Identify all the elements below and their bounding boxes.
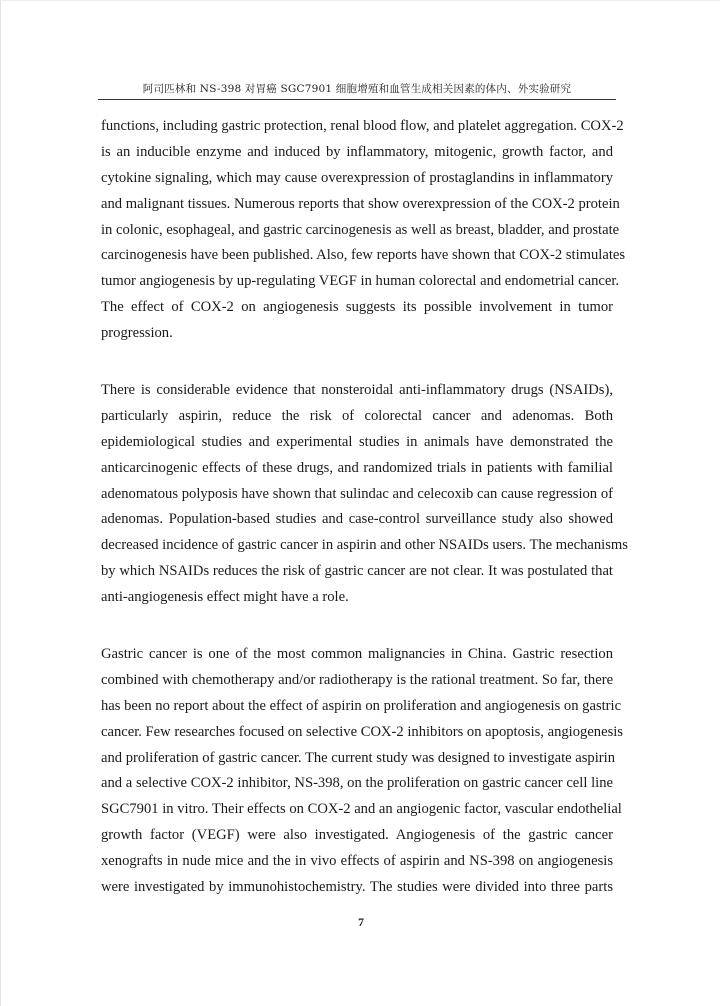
paragraph-2: [101, 378, 628, 611]
text-line: functions, including gastric protection, renal blood flow, and platelet aggregation. COX-2: [101, 118, 624, 134]
text-line: Gastric cancer is one of the most common malignancies in China. Gastric resection: [101, 646, 613, 663]
paragraph-gap: [101, 347, 613, 378]
text-line: tumor angiogenesis by up-regulating VEGF in human colorectal and endometrial cancer.: [101, 273, 620, 290]
text-line: in colonic, esophageal, and gastric carcinogenesis as well as breast, bladder, and prostate: [101, 221, 620, 238]
text-line: and a selective COX-2 inhibitor, NS-398, on the proliferation on gastric cancer cell line: [101, 775, 613, 792]
text-line: adenomas. Population-based studies and case-control surveillance study also showed: [101, 511, 613, 528]
text-line: and malignant tissues. Numerous reports that show overexpression of the COX-2 protein: [101, 195, 620, 212]
paragraph-gap: [101, 611, 613, 642]
text-line: is an inducible enzyme and induced by inflammatory, mitogenic, growth factor, and: [101, 143, 613, 160]
text-line: adenomatous polyposis have shown that sulindac and celecoxib can cause regression of: [101, 485, 613, 502]
text-line: epidemiological studies and experimental studies in animals have demonstrated the: [101, 433, 613, 450]
text-line: cytokine signaling, which may cause overexpression of prostaglandins in inflammatory: [101, 169, 613, 186]
text-line: There is considerable evidence that nonsteroidal anti-inflammatory drugs (NSAIDs),: [101, 382, 613, 399]
page-number: 7: [358, 915, 364, 929]
text-line: SGC7901 in vitro. Their effects on COX-2 and an angiogenic factor, vascular endothelial: [101, 801, 622, 818]
text-line: and proliferation of gastric cancer. The current study was designed to investigate aspirin: [101, 749, 615, 766]
text-line: has been no report about the effect of aspirin on proliferation and angiogenesis on gastric: [101, 697, 622, 714]
text-line: anti-angiogenesis effect might have a role.: [101, 589, 349, 606]
body-text: [101, 114, 628, 901]
text-line: particularly aspirin, reduce the risk of colorectal cancer and adenomas. Both: [101, 407, 613, 424]
header-rule: [98, 99, 616, 100]
paragraph-1: [101, 114, 626, 347]
paragraph-3: [101, 642, 623, 901]
text-line: progression.: [101, 325, 173, 342]
text-line: by which NSAIDs reduces the risk of gastric cancer are not clear. It was postulated that: [101, 563, 613, 580]
text-line: carcinogenesis have been published. Also, few reports have shown that COX-2 stimulates: [101, 247, 626, 264]
running-header: 阿司匹林和 NS-398 对胃癌 SGC7901 细胞增殖和血管生成相关因素的体内、外实验研究: [142, 83, 572, 95]
text-line: xenografts in nude mice and the in vivo effects of aspirin and NS-398 on angiogenesis: [101, 853, 613, 870]
text-line: growth factor (VEGF) were also investigated. Angiogenesis of the gastric cancer: [101, 827, 613, 844]
text-line: decreased incidence of gastric cancer in aspirin and other NSAIDs users. The mechanisms: [101, 537, 628, 554]
text-line: The effect of COX-2 on angiogenesis suggests its possible involvement in tumor: [101, 299, 613, 316]
text-line: cancer. Few researches focused on selective COX-2 inhibitors on apoptosis, angiogenesis: [101, 723, 623, 740]
text-line: combined with chemotherapy and/or radiotherapy is the rational treatment. So far, there: [101, 671, 614, 688]
text-line: anticarcinogenic effects of these drugs, and randomized trials in patients with familial: [101, 459, 613, 476]
text-line: were investigated by immunohistochemistry. The studies were divided into three parts: [101, 879, 613, 896]
